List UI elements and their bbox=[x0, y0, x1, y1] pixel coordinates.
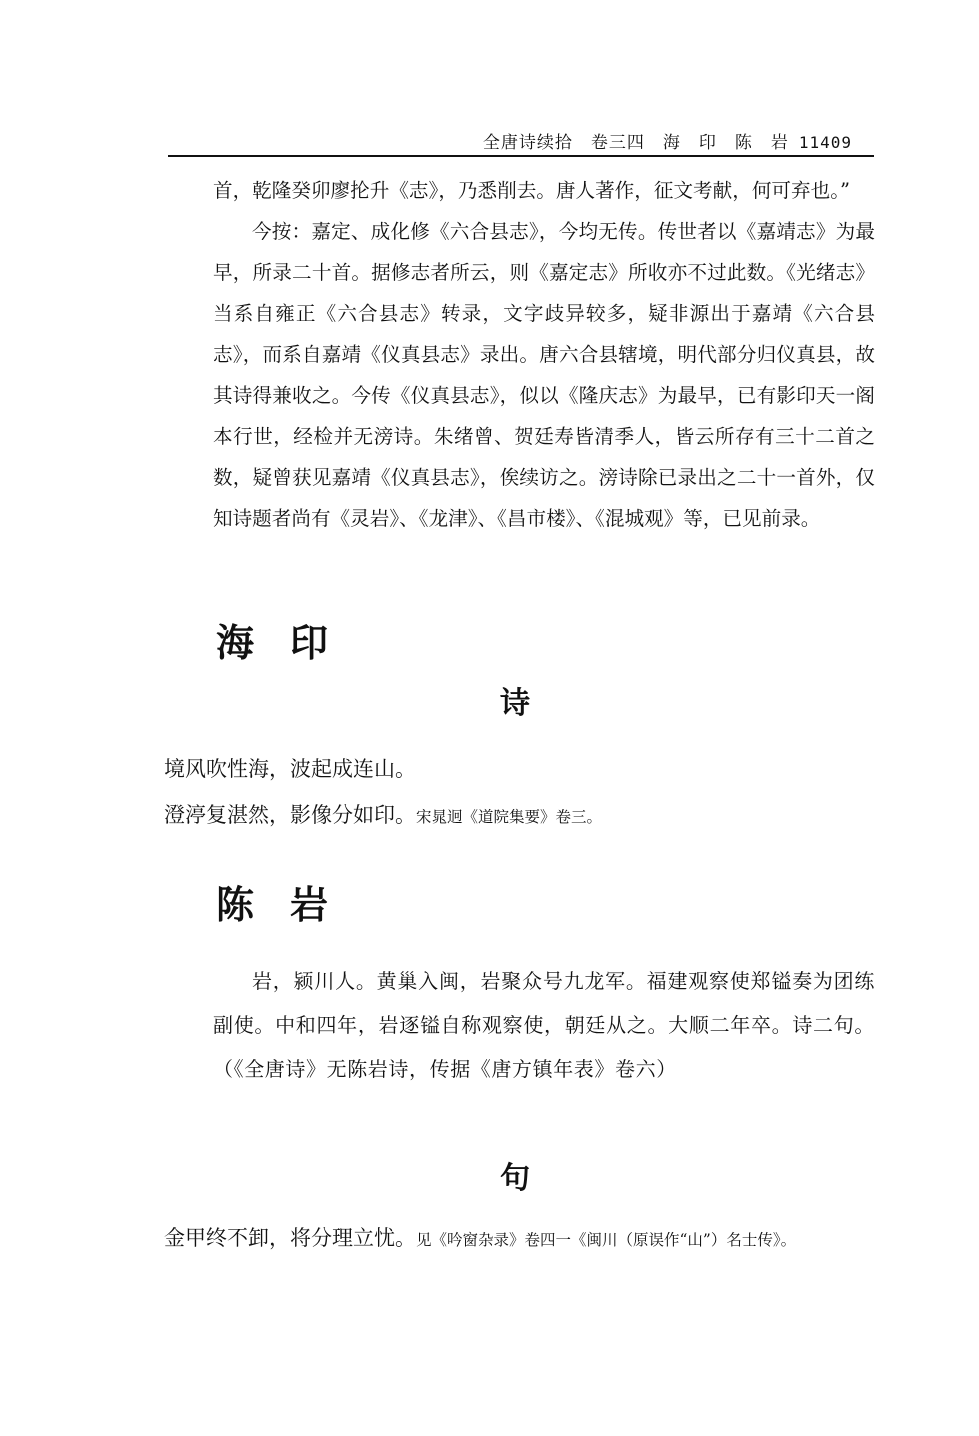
continued-paragraph: 首，乾隆癸卯廖抡升《志》，乃悉削去。唐人著作，征文考献，何可弃也。” bbox=[213, 179, 851, 202]
poem-title-ju: 句 bbox=[500, 1161, 530, 1196]
couplet-source-note: 见《吟窗杂录》卷四一《闽川（原误作“山”）名士传》。 bbox=[416, 1231, 797, 1249]
poem-line-2 bbox=[164, 799, 602, 829]
author-heading-haiyin: 海印 bbox=[216, 621, 365, 665]
header-rule bbox=[168, 155, 874, 157]
author-heading-chenyan: 陈岩 bbox=[216, 883, 365, 927]
author-biography: 岩，颍川人。黄巢入闽，岩聚众号九龙军。福建观察使郑镒奏为团练副使。中和四年，岩逐镒自称观察使，朝廷从之。大顺二年卒。诗二句。（《全唐诗》无陈岩诗，传据《唐方镇年表》卷六） bbox=[213, 969, 875, 1081]
couplet-line bbox=[164, 1222, 796, 1252]
running-header bbox=[168, 126, 874, 156]
poem-source-note: 宋晁迥《道院集要》卷三。 bbox=[416, 808, 603, 826]
poem-line-2-text: 澄渟复湛然，影像分如印。 bbox=[164, 803, 416, 827]
header-title: 全唐诗续拾 卷三四 海 印 陈 岩 bbox=[482, 133, 789, 153]
poem-title-shi: 诗 bbox=[500, 686, 530, 721]
couplet-text: 金甲终不卸，将分理立忧。 bbox=[164, 1226, 416, 1250]
note-paragraph: 今按：嘉定、成化修《六合县志》，今均无传。传世者以《嘉靖志》为最早，所录二十首。据修志者所云，则《嘉定志》所收亦不过此数。《光绪志》当系自雍正《六合县志》转录，文字歧异较多，疑非源出于嘉靖《六合县志》，而系自嘉靖《仪真县志》录出。唐六合县辖境，明代部分归仪真县，故其诗得兼收之。今传《仪真县志》，似以《隆庆志》为最早，已有影印天一阁本行世，经检并无滂诗。朱绪曾、贺廷寿皆清季人，皆云所存有三十二首之数，疑曾获见嘉靖《仪真县志》，俟续访之。滂诗除已录出之二十一首外，仅知诗题者尚有《灵岩》、《龙津》、《昌市楼》、《混城观》等，已见前录。 bbox=[213, 220, 875, 530]
page-number: 11409 bbox=[798, 133, 852, 152]
poem-line-1: 境风吹性海，波起成连山。 bbox=[164, 757, 416, 781]
